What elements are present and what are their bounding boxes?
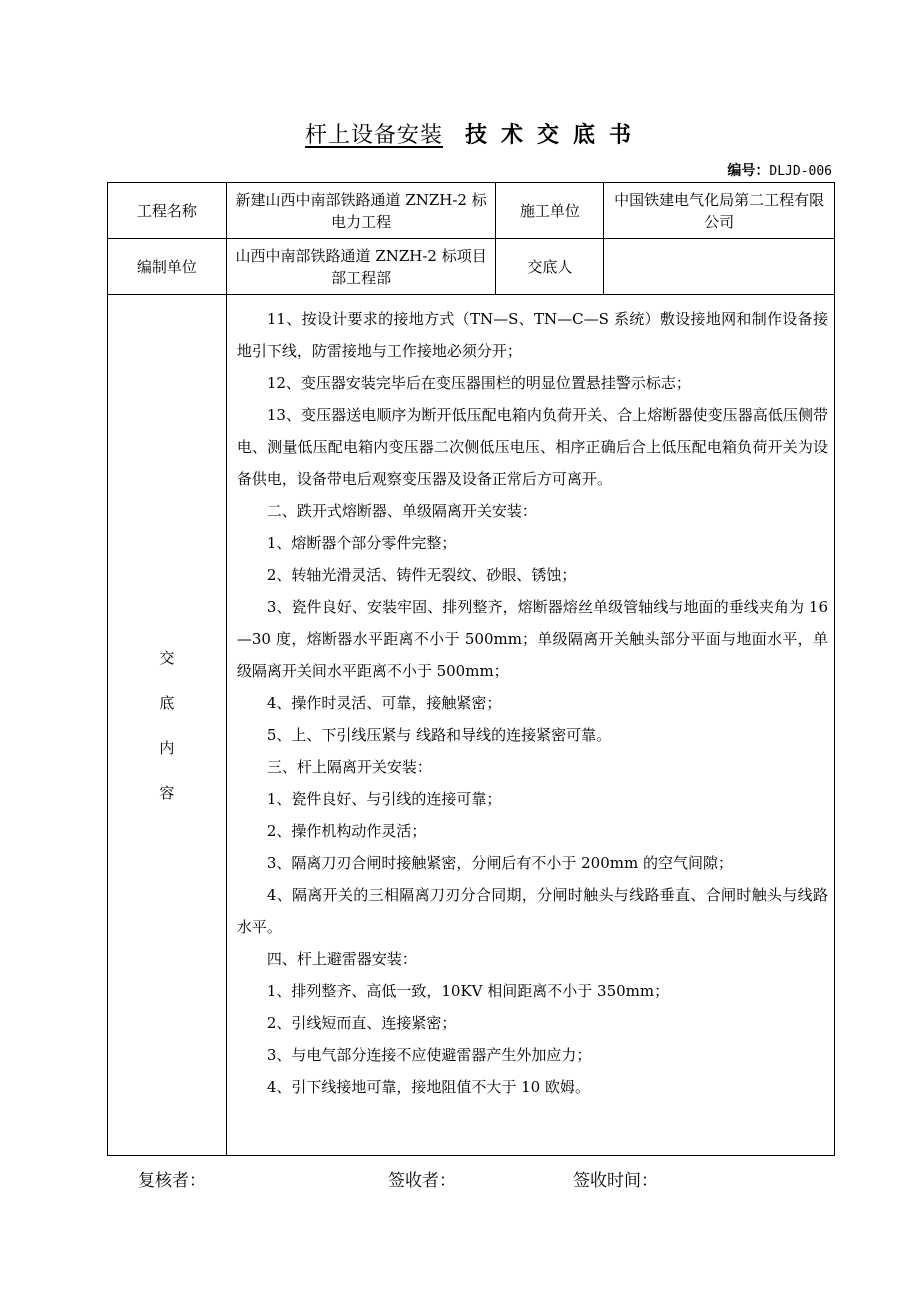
- content-paragraph: 2、引线短而直、连接紧密；: [266, 1014, 457, 1032]
- construction-unit-value: 中国铁建电气化局第二工程有限公司: [604, 183, 835, 239]
- briefing-content: [226, 295, 834, 1156]
- content-paragraph: 4、隔离开关的三相隔离刀刃分合同期，分闸时触头与线路垂直、合闸时触头与线路水平。: [236, 886, 828, 936]
- project-name-value: 新建山西中南部铁路通道 ZNZH-2 标电力工程: [226, 183, 496, 239]
- compiling-unit-label: 编制单位: [108, 239, 227, 295]
- title-doc-type: 技术交底书: [465, 122, 646, 148]
- content-label-char: 底: [159, 694, 175, 712]
- content-paragraph: 1、熔断器个部分零件完整；: [266, 534, 457, 552]
- construction-unit-label: 施工单位: [496, 183, 604, 239]
- content-paragraph: 2、转轴光滑灵活、铸件无裂纹、砂眼、锈蚀；: [266, 566, 577, 584]
- content-label: [108, 295, 227, 1156]
- document-number-label: 编号：: [727, 163, 770, 179]
- section-heading: 三、杆上隔离开关安装：: [266, 758, 432, 776]
- document-number-value: DLJD-006: [769, 164, 832, 179]
- reviewer-label: 复核者：: [138, 1171, 206, 1191]
- content-paragraph: 4、引下线接地可靠，接地阻值不大于 10 欧姆。: [266, 1078, 590, 1096]
- section-heading: 四、杆上避雷器安装：: [266, 950, 417, 968]
- content-paragraph: 3、瓷件良好、安装牢固、排列整齐，熔断器熔丝单级管轴线与地面的垂线夹角为 16—30 度，熔断器水平距离不小于 500mm；单级隔离开关触头部分平面与地面水平，单级隔离开关间水平距离不小于 500mm；: [236, 598, 828, 680]
- content-paragraph: 3、隔离刀刃合闸时接触紧密，分闸后有不小于 200mm 的空气间隙；: [266, 854, 733, 872]
- content-paragraph: 2、操作机构动作灵活；: [266, 822, 427, 840]
- document-number: [727, 160, 832, 180]
- content-paragraph: 1、瓷件良好、与引线的连接可靠；: [266, 790, 502, 808]
- content-label-char: 交: [159, 649, 175, 667]
- presenter-label: 交底人: [496, 239, 604, 295]
- project-name-label: 工程名称: [108, 183, 227, 239]
- briefing-table: [107, 182, 835, 1156]
- presenter-value: [604, 239, 835, 295]
- content-paragraph: 11、按设计要求的接地方式（TN—S、TN—C—S 系统）敷设接地网和制作设备接地引下线，防雷接地与工作接地必须分开；: [236, 310, 828, 360]
- title-subject: 杆上设备安装: [304, 123, 443, 148]
- compiling-unit-value: 山西中南部铁路通道 ZNZH-2 标项目部工程部: [226, 239, 496, 295]
- content-label-char: 内: [159, 739, 175, 757]
- content-paragraph: 12、变压器安装完毕后在变压器围栏的明显位置悬挂警示标志；: [266, 374, 691, 392]
- section-heading: 二、跌开式熔断器、单级隔离开关安装：: [266, 502, 537, 520]
- content-paragraph: 1、排列整齐、高低一致，10KV 相间距离不小于 350mm；: [266, 982, 670, 1000]
- table-row: [108, 183, 835, 239]
- document-title: [0, 118, 920, 149]
- content-paragraph: 13、变压器送电顺序为断开低压配电箱内负荷开关、合上熔断器使变压器高低压侧带电、测量低压配电箱内变压器二次侧低压电压、相序正确后合上低压配电箱负荷开关为设备供电，设备带电后观察变压器及设备正常后方可离开。: [236, 406, 828, 488]
- receiver-label: 签收者：: [388, 1171, 456, 1191]
- content-paragraph: 3、与电气部分连接不应使避雷器产生外加应力；: [266, 1046, 592, 1064]
- receive-time-label: 签收时间：: [573, 1171, 658, 1191]
- content-label-char: 容: [159, 784, 175, 802]
- table-row: [108, 239, 835, 295]
- table-row: [108, 295, 835, 1156]
- content-paragraph: 5、上、下引线压紧与 线路和导线的连接紧密可靠。: [266, 726, 612, 744]
- content-paragraph: 4、操作时灵活、可靠，接触紧密；: [266, 694, 502, 712]
